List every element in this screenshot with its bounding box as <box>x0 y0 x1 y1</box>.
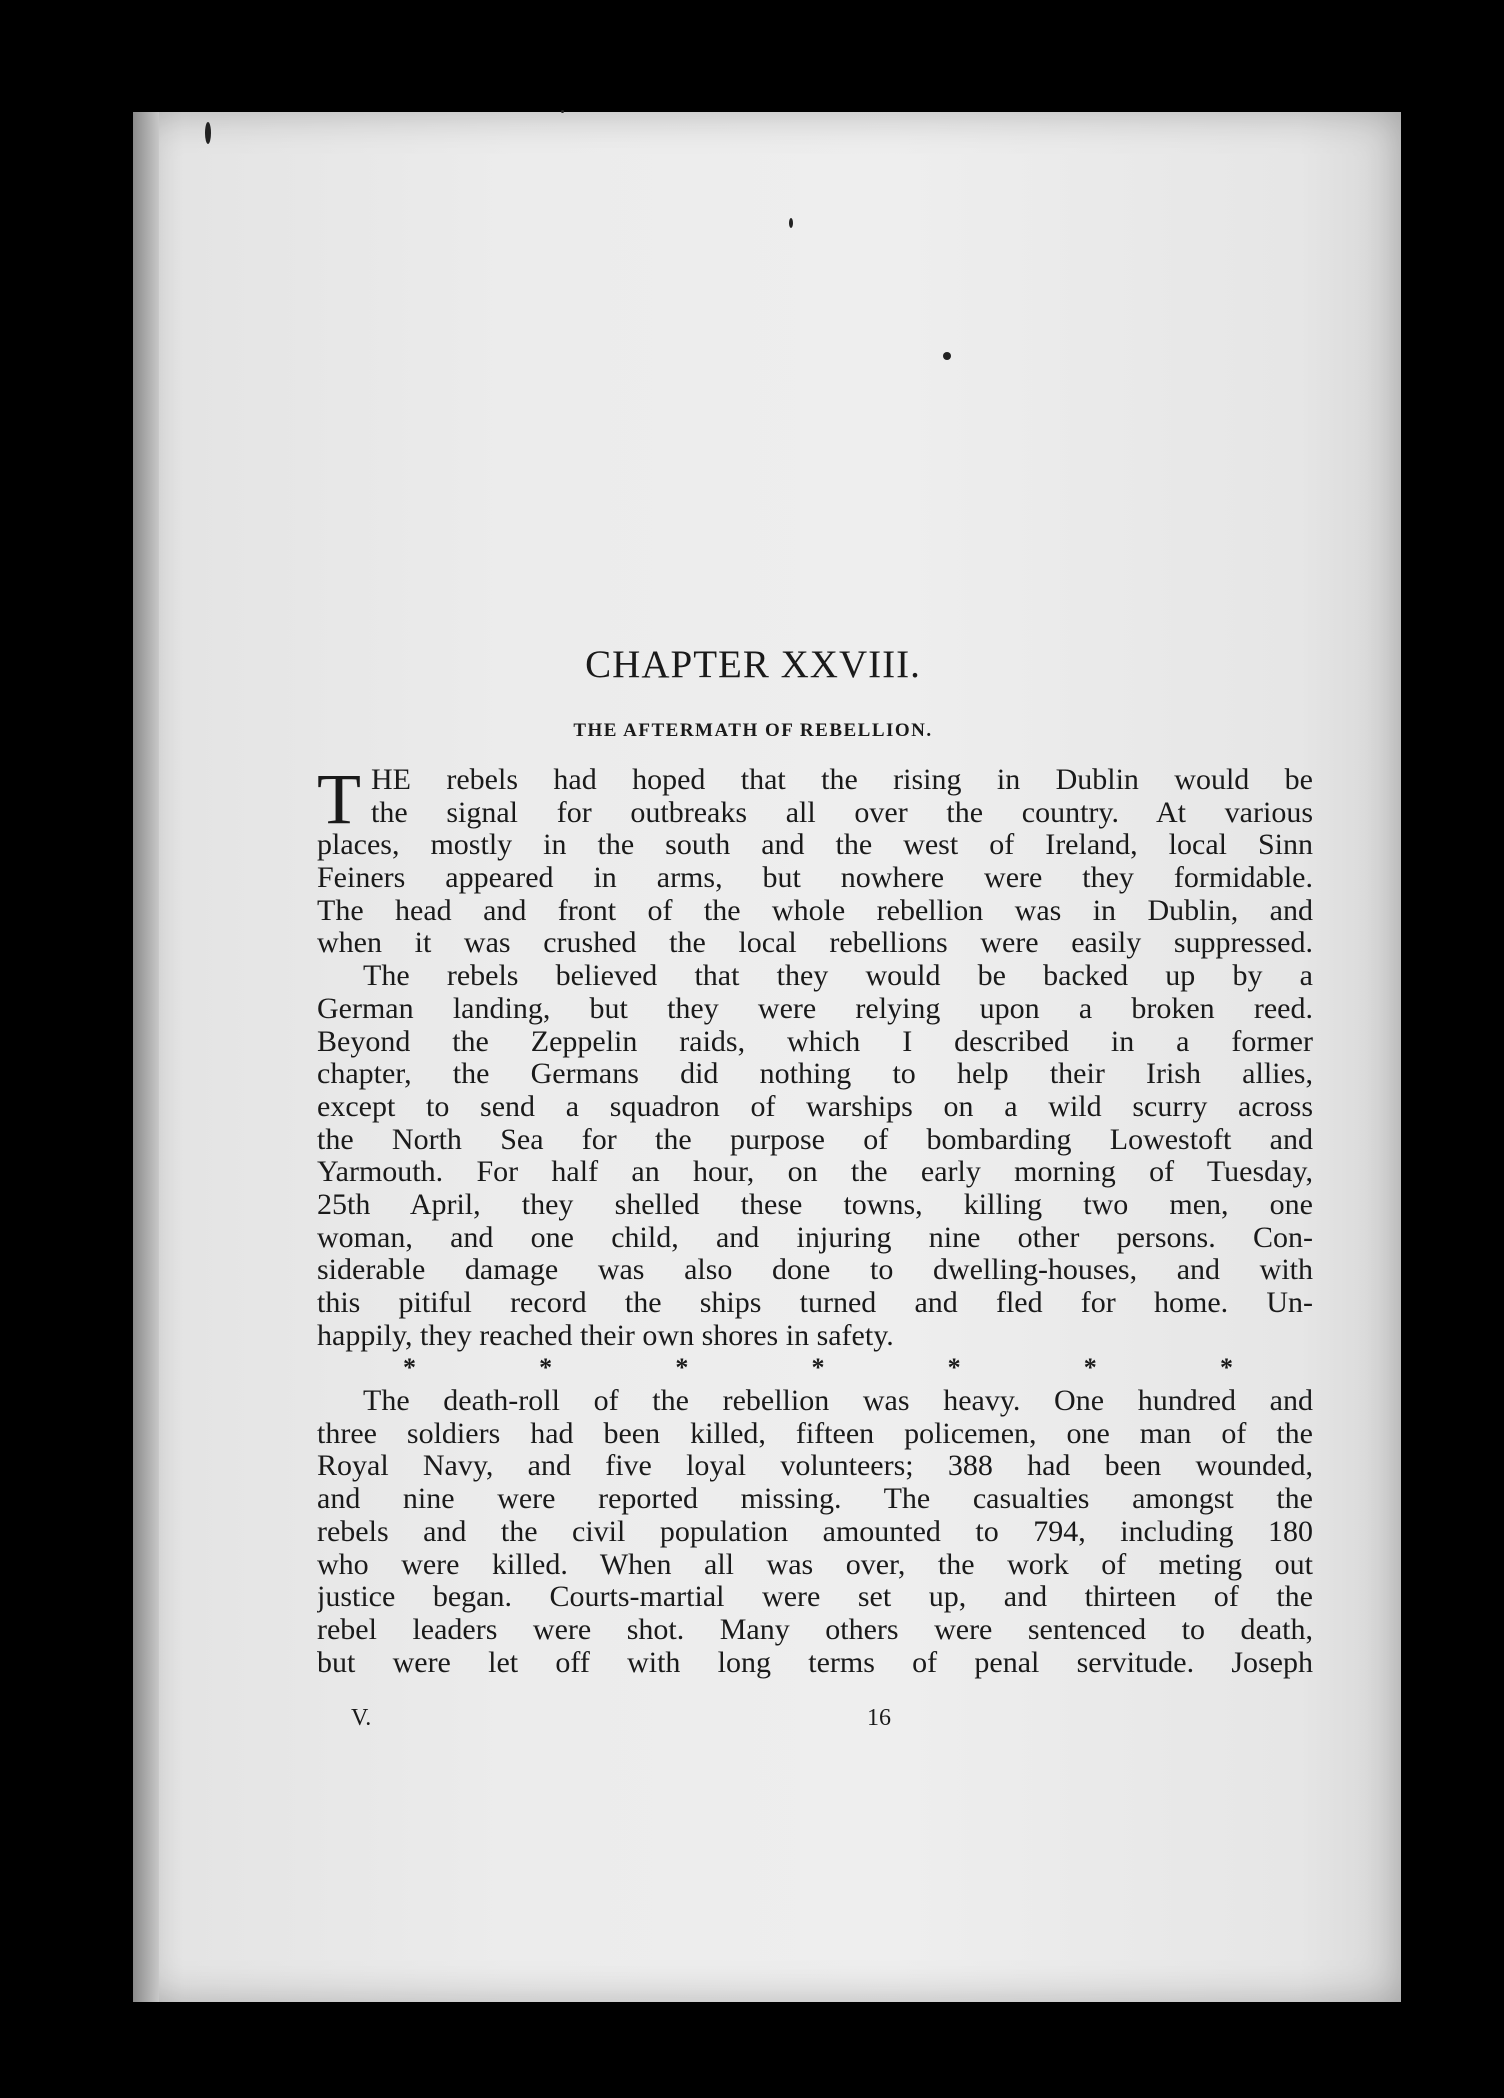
text-line: except to send a squadron of warships on a wild scurry across <box>317 1090 1313 1123</box>
sheet-number: 16 <box>867 1705 891 1731</box>
chapter-title: CHAPTER XXVIII. <box>585 643 921 686</box>
signature-mark: V. <box>351 1705 372 1731</box>
text-line: who were killed. When all was over, the work of meting out <box>317 1548 1313 1581</box>
text-line: The rebels believed that they would be backed up by a <box>363 960 1313 993</box>
separator-star: * <box>1083 1353 1097 1383</box>
paragraph-3 <box>317 1385 1313 1679</box>
dust-speck <box>789 218 793 228</box>
section-separator <box>317 1352 1313 1385</box>
text-line: siderable damage was also done to dwelling-houses, and with <box>317 1254 1313 1287</box>
text-line: but were let off with long terms of penal servitude. Joseph <box>317 1646 1313 1679</box>
text-line: justice began. Courts-martial were set up, and thirteen of the <box>317 1581 1313 1614</box>
page-binding-edge <box>133 112 159 2002</box>
text-line: The death-roll of the rebellion was heavy. One hundred and <box>363 1385 1313 1418</box>
text-line: the North Sea for the purpose of bombarding Lowestoft and <box>317 1123 1313 1156</box>
separator-star: * <box>539 1353 553 1383</box>
paragraph-1 <box>317 759 1313 960</box>
text-line: German landing, but they were relying upon a broken reed. <box>317 992 1313 1025</box>
text-line: The head and front of the whole rebellion was in Dublin, and <box>317 894 1313 927</box>
separator-star: * <box>811 1353 825 1383</box>
drop-cap: T <box>317 759 361 839</box>
text-line: 25th April, they shelled these towns, killing two men, one <box>317 1188 1313 1221</box>
text-line: rebels and the civil population amounted to 794, including 180 <box>317 1515 1313 1548</box>
separator-star: * <box>1219 1353 1233 1383</box>
text-line: woman, and one child, and injuring nine other persons. Con- <box>317 1221 1313 1254</box>
text-line: Yarmouth. For half an hour, on the early morning of Tuesday, <box>317 1156 1313 1189</box>
book-page <box>133 112 1401 2002</box>
text-line: HE rebels had hoped that the rising in Dublin would be <box>371 764 1313 796</box>
text-line: chapter, the Germans did nothing to help their Irish allies, <box>317 1058 1313 1091</box>
text-line: rebel leaders were shot. Many others were sentenced to death, <box>317 1613 1313 1646</box>
section-title: THE AFTERMATH OF REBELLION. <box>573 720 933 741</box>
text-line: this pitiful record the ships turned and fled for home. Un- <box>317 1287 1313 1319</box>
text-line: Royal Navy, and five loyal volunteers; 388 had been wounded, <box>317 1450 1313 1483</box>
paragraph-2 <box>317 960 1313 1352</box>
text-line: three soldiers had been killed, fifteen policemen, one man of the <box>317 1417 1313 1450</box>
dust-speck <box>943 352 951 360</box>
dust-speck <box>561 110 564 113</box>
separator-star: * <box>947 1353 961 1383</box>
text-line: and nine were reported missing. The casualties amongst the <box>317 1483 1313 1516</box>
dust-speck <box>205 122 211 144</box>
text-line: when it was crushed the local rebellions were easily suppressed. <box>317 927 1313 960</box>
text-line: happily, they reached their own shores in safety. <box>317 1319 894 1352</box>
body-text <box>317 759 1313 1679</box>
text-line: Beyond the Zeppelin raids, which I described in a former <box>317 1025 1313 1058</box>
text-line: places, mostly in the south and the west of Ireland, local Sinn <box>317 829 1313 862</box>
text-line: the signal for outbreaks all over the country. At various <box>371 796 1313 829</box>
separator-star: * <box>675 1353 689 1383</box>
separator-star: * <box>403 1353 416 1383</box>
text-line: Feiners appeared in arms, but nowhere were they formidable. <box>317 862 1313 895</box>
